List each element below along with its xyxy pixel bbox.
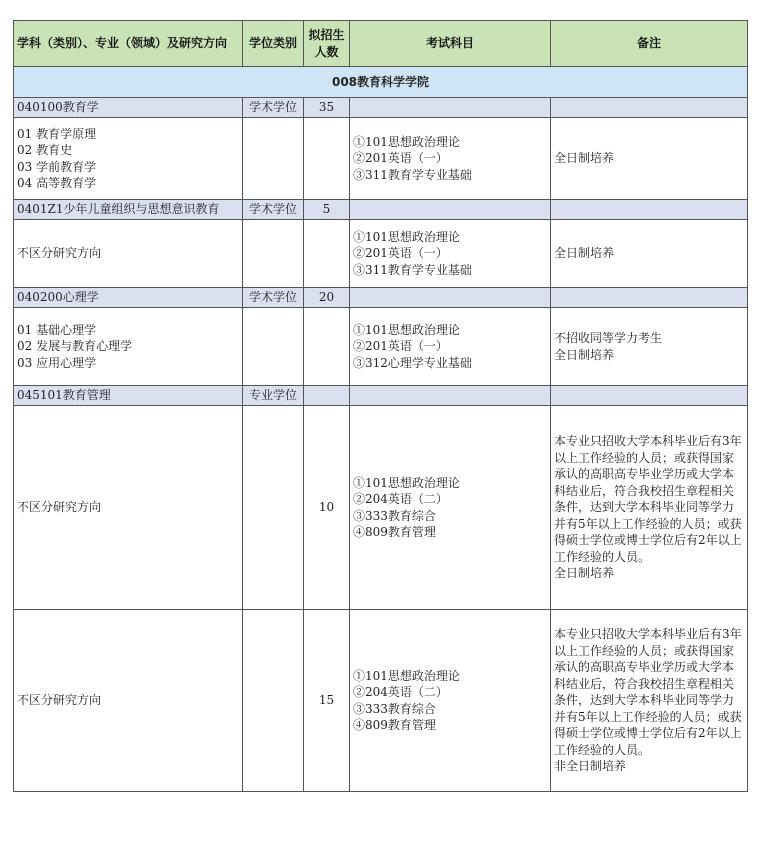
- enroll-count: 5: [304, 200, 350, 220]
- exam-subjects-line: ③312心理学专业基础: [353, 355, 472, 370]
- degree-empty: [243, 610, 304, 792]
- header-degree-type: 学位类别: [243, 21, 304, 67]
- remark: [551, 308, 748, 386]
- college-row: [14, 67, 748, 98]
- direction-row: [14, 406, 748, 610]
- major-remark-empty: [551, 386, 748, 406]
- exam-subjects-line: ③311教育学专业基础: [353, 262, 472, 277]
- college-name: 008教育科学学院: [14, 67, 748, 98]
- remark: [551, 220, 748, 288]
- header-exam-subjects: 考试科目: [350, 21, 551, 67]
- research-directions-line: 02 教育史: [17, 143, 73, 157]
- major-name: 040200心理学: [14, 288, 243, 308]
- research-directions: [14, 308, 243, 386]
- exam-subjects: [350, 308, 551, 386]
- header-subject: 学科（类别）、专业（领域）及研究方向: [14, 21, 243, 67]
- remark: [551, 406, 748, 610]
- research-directions: [14, 406, 243, 610]
- research-directions-line: 03 学前教育学: [17, 159, 97, 174]
- research-directions-line: 不区分研究方向: [17, 693, 102, 708]
- enroll-count: 20: [304, 288, 350, 308]
- direction-row: [14, 118, 748, 200]
- degree-type: 学术学位: [243, 98, 304, 118]
- remark-line: 本专业只招收大学本科毕业后有3年以上工作经验的人员；或获得国家承认的高职高专毕业学历或大学本科结业后，符合我校招生章程相关条件，达到大学本科毕业同等学力并有5年以上工作经验的人员；或获得硕士学位或博士学位后有2年以上工作经验的人员。: [554, 627, 742, 757]
- exam-subjects: [350, 118, 551, 200]
- direction-count: [304, 220, 350, 288]
- exam-subjects-line: ④809教育管理: [353, 718, 436, 732]
- major-name: 040100教育学: [14, 98, 243, 118]
- major-exams-empty: [350, 386, 551, 406]
- degree-type: 专业学位: [243, 386, 304, 406]
- exam-subjects-line: ①101思想政治理论: [353, 134, 460, 149]
- direction-count: 15: [304, 610, 350, 792]
- exam-subjects-line: ②201英语（一）: [353, 246, 448, 261]
- enroll-count: 35: [304, 98, 350, 118]
- enroll-count: [304, 386, 350, 406]
- major-row: [14, 98, 748, 118]
- remark-line: 非全日制培养: [554, 759, 627, 774]
- direction-row: [14, 610, 748, 792]
- header-row: [14, 21, 748, 67]
- exam-subjects-line: ③333教育综合: [353, 508, 436, 523]
- exam-subjects-line: ②201英语（一）: [353, 151, 448, 166]
- remark: [551, 118, 748, 200]
- exam-subjects: [350, 220, 551, 288]
- exam-subjects-line: ①101思想政治理论: [353, 322, 460, 337]
- degree-type: 学术学位: [243, 288, 304, 308]
- exam-subjects-line: ④809教育管理: [353, 525, 436, 539]
- remark-line: 全日制培养: [554, 566, 615, 581]
- exam-subjects-line: ③311教育学专业基础: [353, 167, 472, 182]
- degree-empty: [243, 118, 304, 200]
- exam-subjects-line: ②204英语（二）: [353, 685, 448, 699]
- research-directions-line: 不区分研究方向: [17, 246, 102, 261]
- enrollment-table: [13, 20, 748, 792]
- research-directions: [14, 220, 243, 288]
- header-remarks: 备注: [551, 21, 748, 67]
- exam-subjects-line: ①101思想政治理论: [353, 229, 460, 244]
- research-directions-line: 04 高等教育学: [17, 176, 97, 190]
- exam-subjects-line: ②201英语（一）: [353, 339, 448, 354]
- major-row: [14, 386, 748, 406]
- exam-subjects-line: ①101思想政治理论: [353, 668, 460, 683]
- major-remark-empty: [551, 288, 748, 308]
- major-name: 0401Z1少年儿童组织与思想意识教育: [14, 200, 243, 220]
- direction-count: [304, 308, 350, 386]
- remark-line: 全日制培养: [554, 246, 615, 261]
- direction-row: [14, 220, 748, 288]
- exam-subjects-line: ①101思想政治理论: [353, 475, 460, 490]
- direction-count: [304, 118, 350, 200]
- major-exams-empty: [350, 98, 551, 118]
- degree-type: 学术学位: [243, 200, 304, 220]
- degree-empty: [243, 220, 304, 288]
- remark-line: 全日制培养: [554, 347, 615, 362]
- exam-subjects: [350, 406, 551, 610]
- major-row: [14, 200, 748, 220]
- degree-empty: [243, 406, 304, 610]
- major-exams-empty: [350, 288, 551, 308]
- header-enroll-count: 拟招生人数: [304, 21, 350, 67]
- remark-line: 不招收同等学力考生: [554, 331, 663, 345]
- major-row: [14, 288, 748, 308]
- exam-subjects: [350, 610, 551, 792]
- major-exams-empty: [350, 200, 551, 220]
- research-directions-line: 不区分研究方向: [17, 500, 102, 515]
- research-directions: [14, 610, 243, 792]
- exam-subjects-line: ②204英语（二）: [353, 492, 448, 506]
- remark-line: 本专业只招收大学本科毕业后有3年以上工作经验的人员；或获得国家承认的高职高专毕业学历或大学本科结业后，符合我校招生章程相关条件，达到大学本科毕业同等学力并有5年以上工作经验的人员；或获得硕士学位或博士学位后有2年以上工作经验的人员。: [554, 434, 742, 564]
- remark-line: 全日制培养: [554, 151, 615, 166]
- research-directions-line: 02 发展与教育心理学: [17, 339, 133, 354]
- major-remark-empty: [551, 98, 748, 118]
- major-remark-empty: [551, 200, 748, 220]
- research-directions-line: 01 基础心理学: [17, 322, 97, 337]
- direction-count: 10: [304, 406, 350, 610]
- research-directions-line: 01 教育学原理: [17, 126, 97, 141]
- major-name: 045101教育管理: [14, 386, 243, 406]
- exam-subjects-line: ③333教育综合: [353, 701, 436, 716]
- degree-empty: [243, 308, 304, 386]
- direction-row: [14, 308, 748, 386]
- remark: [551, 610, 748, 792]
- research-directions: [14, 118, 243, 200]
- research-directions-line: 03 应用心理学: [17, 355, 97, 370]
